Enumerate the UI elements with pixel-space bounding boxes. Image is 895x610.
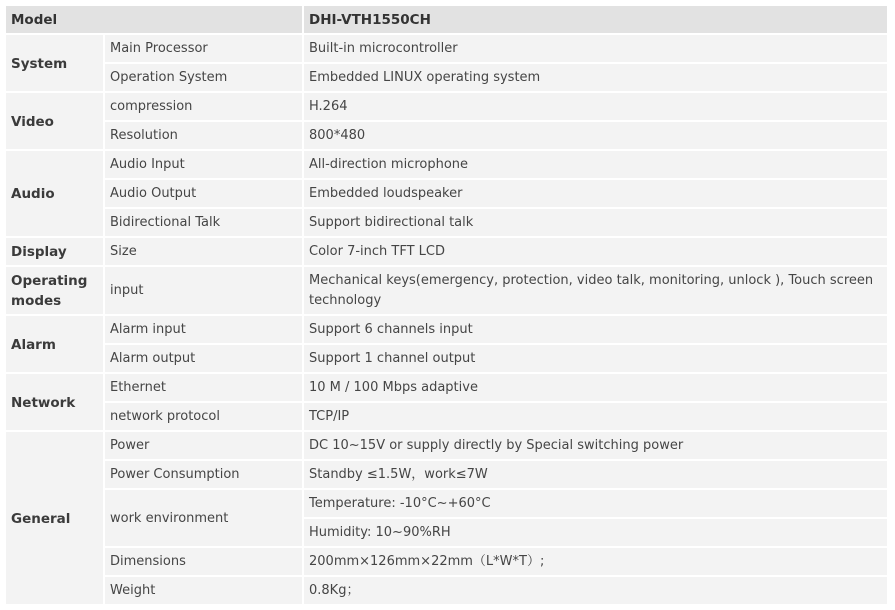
model-label: Model [6, 6, 302, 33]
value-cell: Humidity: 10~90%RH [304, 519, 887, 546]
value-cell: H.264 [304, 93, 887, 120]
spec-row [6, 122, 887, 149]
value-cell: All-direction microphone [304, 151, 887, 178]
value-cell: 0.8Kg； [304, 577, 887, 604]
value-cell: 10 M / 100 Mbps adaptive [304, 374, 887, 401]
item-cell: Dimensions [105, 548, 302, 575]
spec-row [6, 345, 887, 372]
model-value: DHI-VTH1550CH [304, 6, 887, 33]
value-cell: Support bidirectional talk [304, 209, 887, 236]
item-cell: input [105, 267, 302, 314]
item-cell: compression [105, 93, 302, 120]
value-cell: Standby ≤1.5W，work≤7W [304, 461, 887, 488]
spec-table-body [6, 6, 887, 604]
category-cell: Audio [6, 151, 103, 236]
item-cell: Alarm input [105, 316, 302, 343]
value-cell: Temperature: -10°C~+60°C [304, 490, 887, 517]
item-cell: Resolution [105, 122, 302, 149]
category-cell: System [6, 35, 103, 91]
value-cell: Built-in microcontroller [304, 35, 887, 62]
value-cell: Mechanical keys(emergency, protection, video talk, monitoring, unlock ), Touch screen technology [304, 267, 887, 314]
value-cell: Support 6 channels input [304, 316, 887, 343]
category-cell: Alarm [6, 316, 103, 372]
spec-table [4, 4, 889, 606]
spec-row [6, 64, 887, 91]
item-cell: Weight [105, 577, 302, 604]
category-cell: Video [6, 93, 103, 149]
item-cell: Size [105, 238, 302, 265]
value-cell: Color 7-inch TFT LCD [304, 238, 887, 265]
item-cell: network protocol [105, 403, 302, 430]
item-cell: Audio Output [105, 180, 302, 207]
item-cell: Main Processor [105, 35, 302, 62]
category-cell: Network [6, 374, 103, 430]
spec-row [6, 316, 887, 343]
value-cell: 800*480 [304, 122, 887, 149]
value-cell: Embedded LINUX operating system [304, 64, 887, 91]
header-row [6, 6, 887, 33]
spec-row [6, 93, 887, 120]
spec-row [6, 267, 887, 314]
spec-row [6, 461, 887, 488]
item-cell: Alarm output [105, 345, 302, 372]
spec-row [6, 403, 887, 430]
value-cell: Support 1 channel output [304, 345, 887, 372]
value-cell: TCP/IP [304, 403, 887, 430]
item-cell: Power Consumption [105, 461, 302, 488]
spec-row [6, 374, 887, 401]
item-cell: Bidirectional Talk [105, 209, 302, 236]
spec-row [6, 490, 887, 517]
spec-row [6, 151, 887, 178]
spec-row [6, 548, 887, 575]
category-cell: General [6, 432, 103, 604]
value-cell: Embedded loudspeaker [304, 180, 887, 207]
item-cell: Operation System [105, 64, 302, 91]
spec-row [6, 238, 887, 265]
spec-row [6, 577, 887, 604]
item-cell: work environment [105, 490, 302, 546]
spec-row [6, 209, 887, 236]
value-cell: 200mm×126mm×22mm（L*W*T）; [304, 548, 887, 575]
spec-row [6, 180, 887, 207]
item-cell: Power [105, 432, 302, 459]
value-cell: DC 10~15V or supply directly by Special switching power [304, 432, 887, 459]
category-cell: Display [6, 238, 103, 265]
category-cell: Operating modes [6, 267, 103, 314]
spec-row [6, 35, 887, 62]
spec-row [6, 432, 887, 459]
item-cell: Audio Input [105, 151, 302, 178]
item-cell: Ethernet [105, 374, 302, 401]
